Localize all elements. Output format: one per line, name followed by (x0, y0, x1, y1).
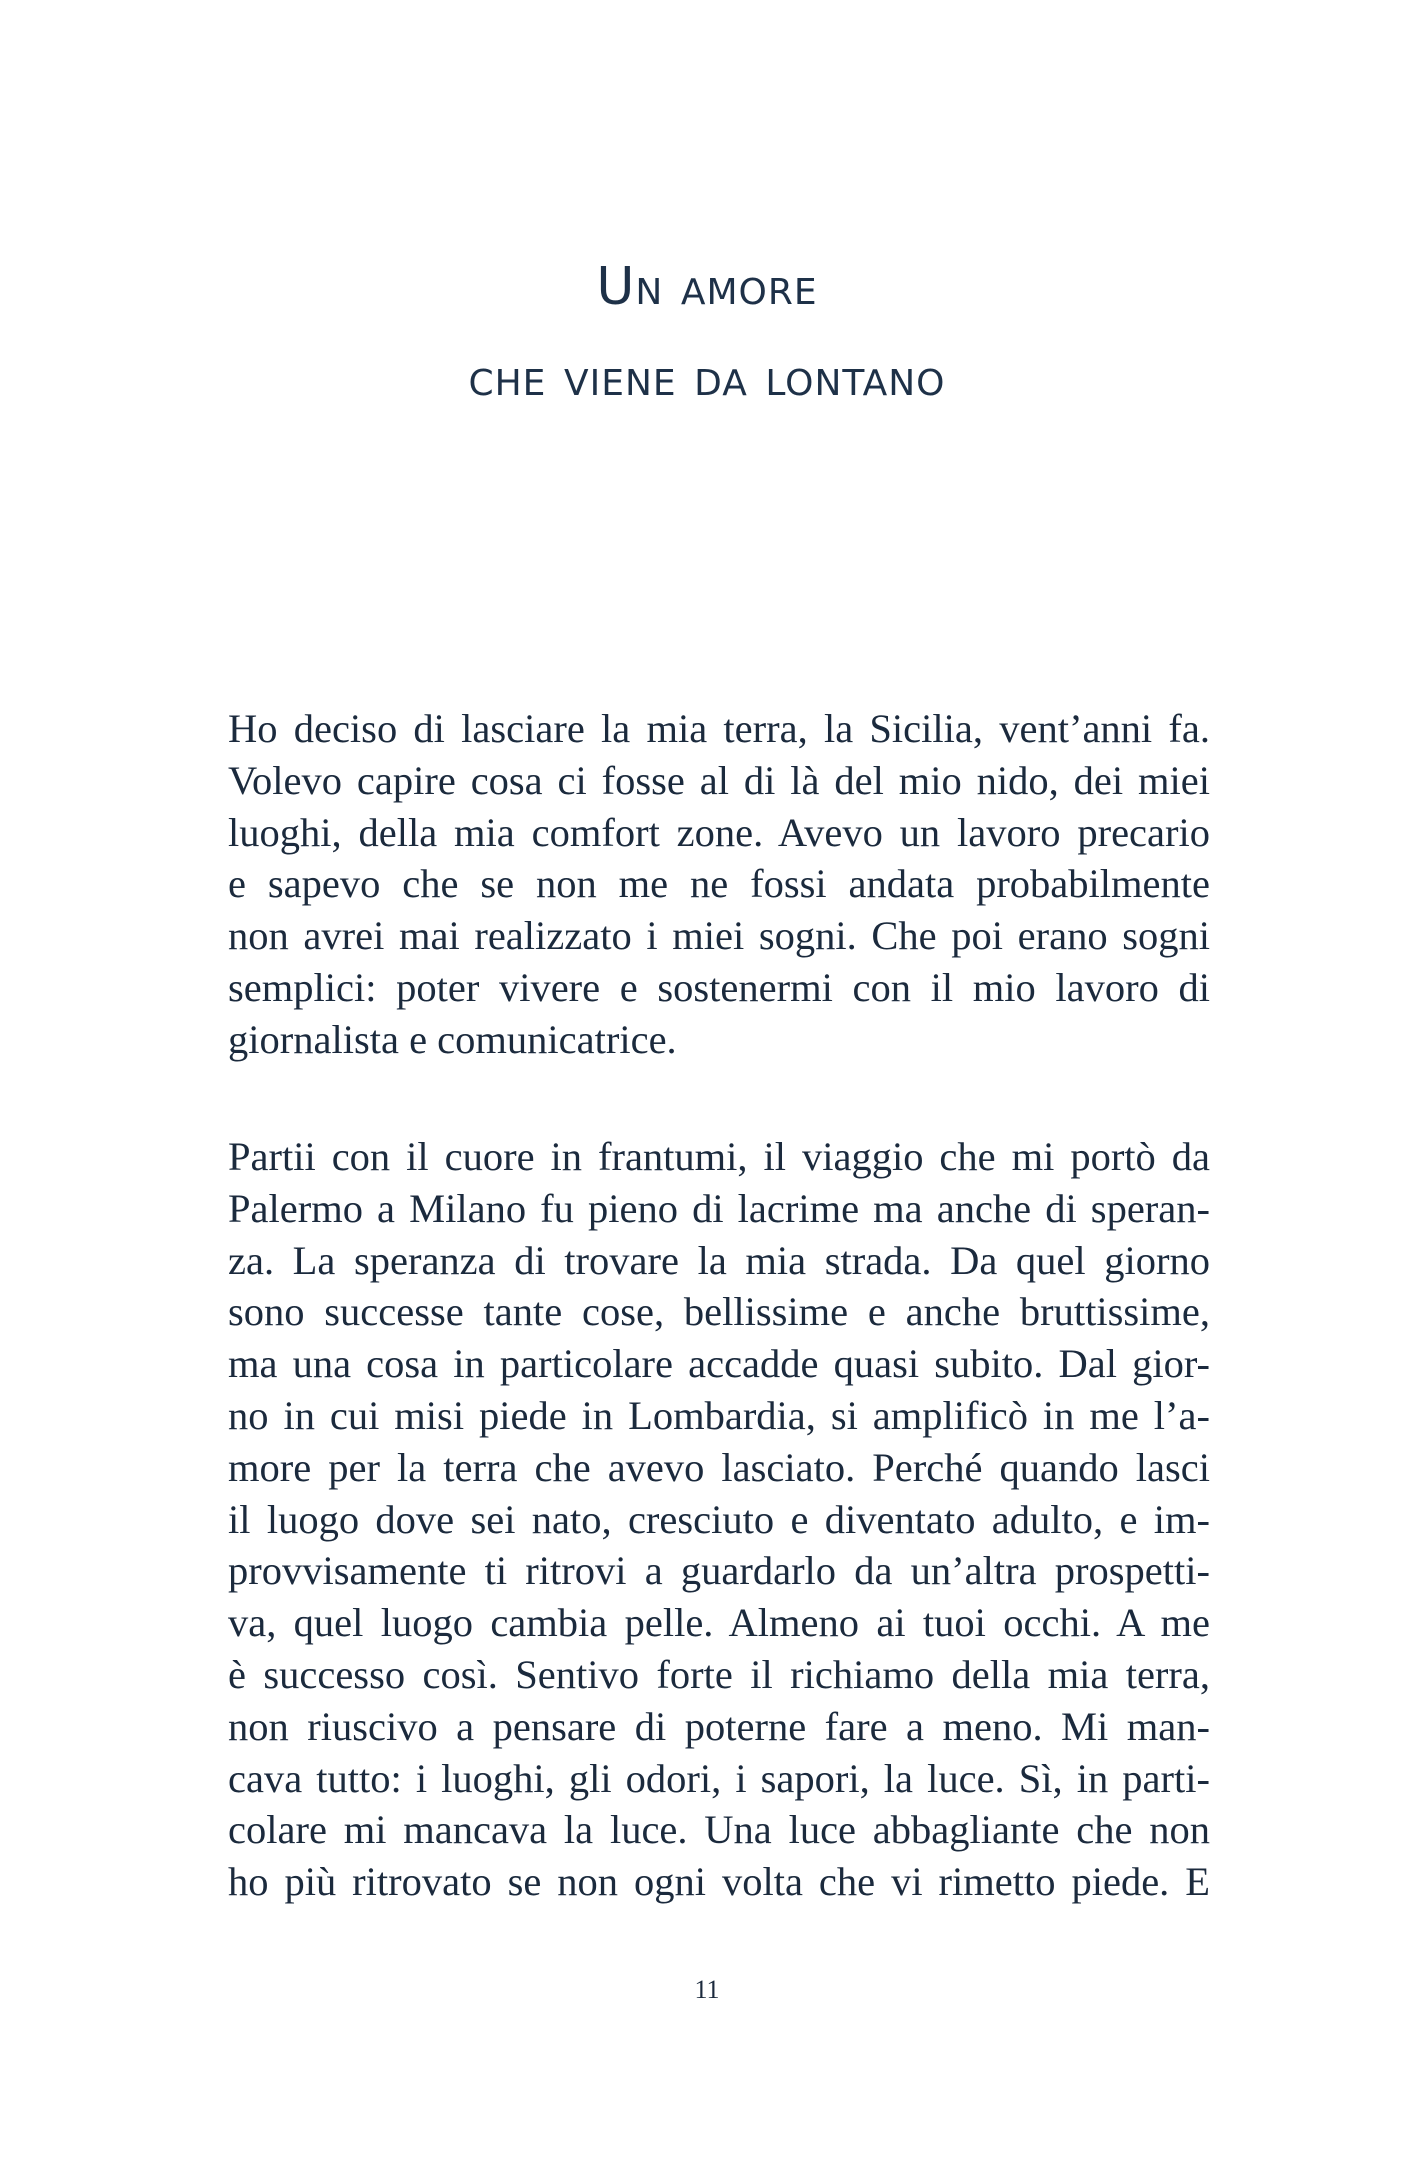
text-line: more per la terra che avevo lasciato. Perché quando lasci (228, 1444, 1210, 1490)
page-number: 11 (694, 1975, 720, 2004)
text-line: non avrei mai realizzato i miei sogni. Che poi erano sogni (228, 913, 1210, 959)
text-line: Palermo a Milano fu pieno di lacrime ma anche di speran- (228, 1185, 1210, 1231)
text-line: sono successe tante cose, bellissime e anche bruttissime, (228, 1289, 1210, 1335)
text-line: no in cui misi piede in Lombardia, si amplificò in me l’a- (228, 1392, 1210, 1438)
text-line: luoghi, della mia comfort zone. Avevo un lavoro precario (228, 809, 1210, 855)
text-line: va, quel luogo cambia pelle. Almeno ai tuoi occhi. A me (228, 1600, 1210, 1646)
text-line: semplici: poter vivere e sostenermi con il mio lavoro di (228, 964, 1210, 1010)
text-line: il luogo dove sei nato, cresciuto e diventato adulto, e im- (228, 1496, 1210, 1542)
text-line: è successo così. Sentivo forte il richiamo della mia terra, (228, 1651, 1210, 1697)
text-line: provvisamente ti ritrovi a guardarlo da un’altra prospetti- (228, 1548, 1210, 1594)
text-line: e sapevo che se non me ne fossi andata probabilmente (228, 861, 1210, 907)
text-line: Partii con il cuore in frantumi, il viaggio che mi portò da (228, 1134, 1210, 1179)
text-line: ma una cosa in particolare accadde quasi subito. Dal gior- (228, 1341, 1210, 1387)
text-line: Volevo capire cosa ci fosse al di là del mio nido, dei miei (228, 757, 1210, 803)
text-line: non riuscivo a pensare di poterne fare a meno. Mi man- (228, 1703, 1210, 1749)
chapter-title-line-1: Un amore (596, 257, 818, 317)
text-line: Ho deciso di lasciare la mia terra, la Sicilia, vent’anni fa. (228, 706, 1210, 751)
text-line: cava tutto: i luoghi, gli odori, i sapori, la luce. Sì, in parti- (228, 1755, 1210, 1801)
chapter-title-line-2: che viene da lontano (468, 348, 946, 408)
text-line: giornalista e comunicatrice. (228, 1016, 677, 1062)
text-line: colare mi mancava la luce. Una luce abbagliante che non (228, 1807, 1210, 1853)
paragraph-2 (228, 1131, 1210, 1908)
text-line: za. La speranza di trovare la mia strada. Da quel giorno (228, 1237, 1210, 1283)
text-line: ho più ritrovato se non ogni volta che vi rimetto piede. E (228, 1859, 1210, 1905)
paragraph-1 (228, 703, 1210, 1066)
